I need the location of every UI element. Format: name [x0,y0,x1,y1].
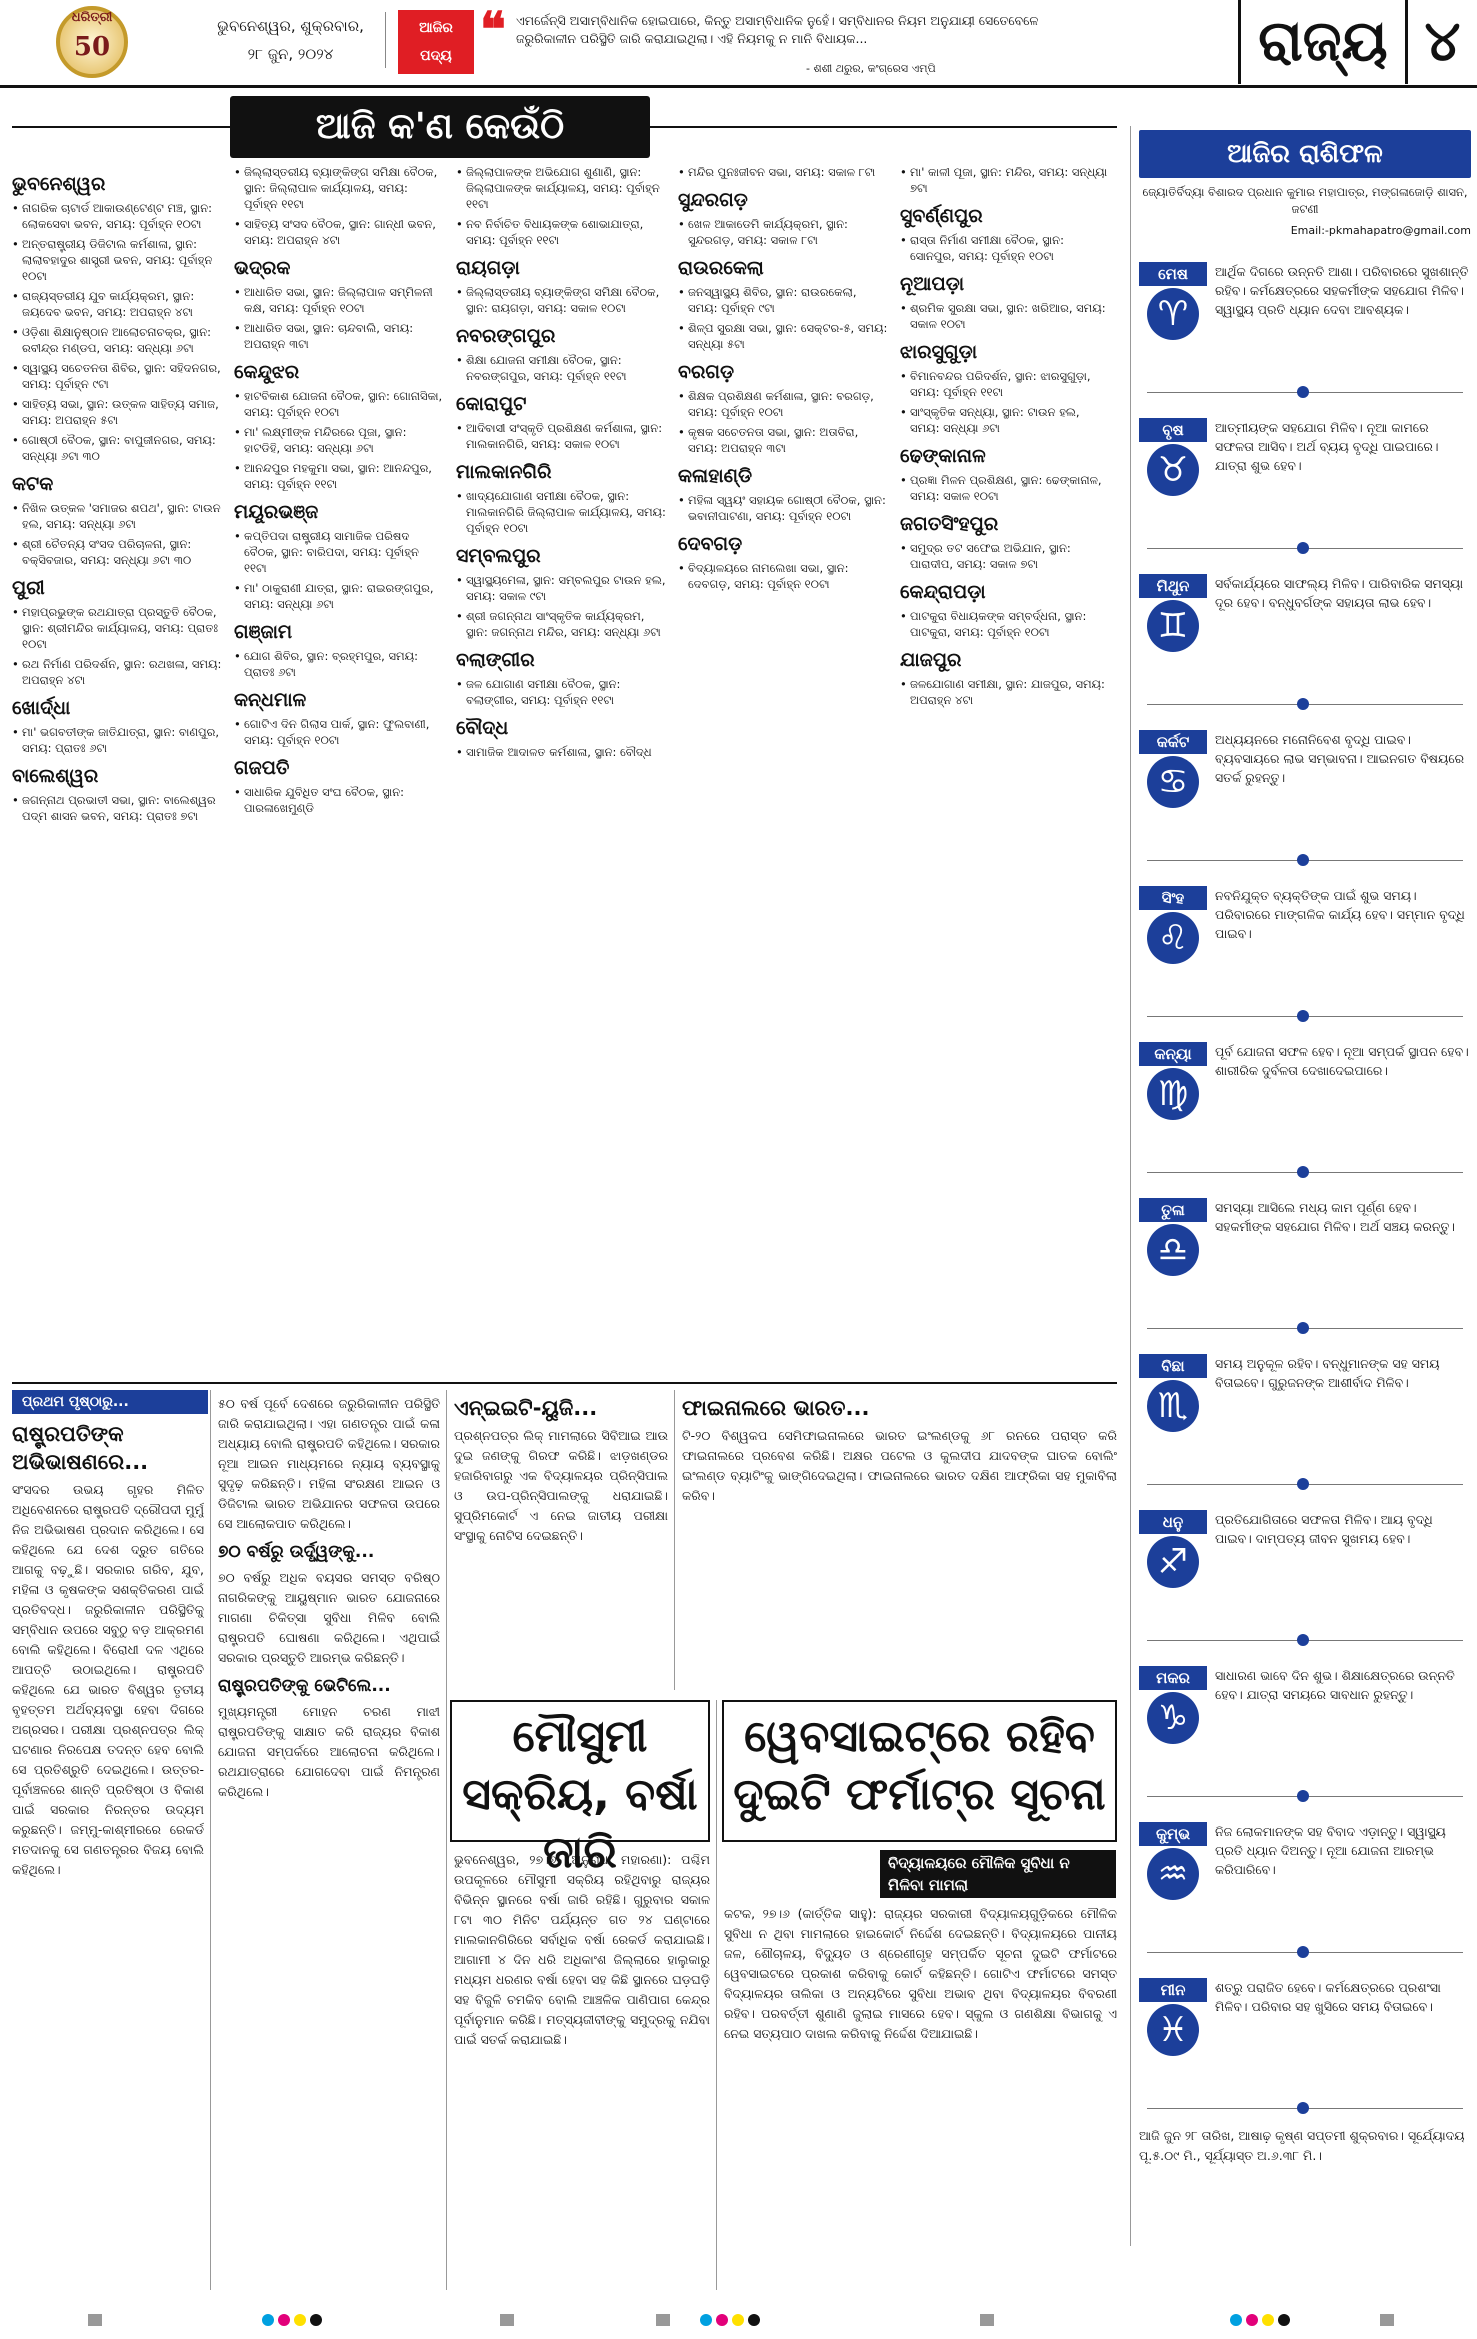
event-item: • ମହିଳା ସ୍ୱୟଂ ସହାୟକ ଗୋଷ୍ଠୀ ବୈଠକ, ସ୍ଥାନ: ଭବାନୀପାଟଣା, ସମୟ: ପୂର୍ବାହ୍ନ ୧୦ଟା [678,492,888,524]
event-item: • ମନ୍ଦିର ପୁନଃଜୀବନ ସଭା, ସମୟ: ସକାଳ ୮ଟା [678,164,888,180]
zodiac-icon: ♓ [1147,2004,1199,2056]
event-item: • ଶିଳ୍ପ ସୁରକ୍ଷା ସଭା, ସ୍ଥାନ: ସେକ୍ଟର-୫, ସମୟ: ସନ୍ଧ୍ୟା ୫ଟା [678,320,888,352]
panjika-text: ଆଜି ଜୁନ ୨୮ ତାରିଖ, ଆଷାଢ଼ କୃଷ୍ଣ ସପ୍ତମୀ ଶୁକ୍ରବାର। ସୂର୍ଯ୍ୟୋଦୟ ପୂ.୫.୦୯ ମି., ସୂର୍ଯ୍ୟାସ୍ତ ଅ.୬.୩୮ ମି.। [1139,2128,1465,2163]
sign-name: କନ୍ୟା [1139,1042,1207,1066]
horoscope-email[interactable]: Email:-pkmahapatro@gmail.com [1290,224,1471,237]
event-item: • ଆଧାରିତ ସଭା, ସ୍ଥାନ: ଜିଲ୍ଲାପାଳ ସମ୍ମିଳନୀ କକ୍ଷ, ସମୟ: ପୂର୍ବାହ୍ନ ୧୦ଟା [234,284,444,316]
event-item: • ସମୁଦ୍ର ତଟ ସଫେଇ ଅଭିଯାନ, ସ୍ଥାନ: ପାରାଦୀପ, ସମୟ: ସକାଳ ୭ଟା [900,540,1110,572]
city-heading: ଭୁବନେଶ୍ୱର [12,173,106,195]
event-item: • ଶ୍ରୀ ଜଗନ୍ନାଥ ସାଂସ୍କୃତିକ କାର୍ଯ୍ୟକ୍ରମ, ସ୍ଥାନ: ଜଗନ୍ନାଥ ମନ୍ଦିର, ସମୟ: ସନ୍ଧ୍ୟା ୬ଟା [456,608,666,640]
registration-bar [980,2314,994,2326]
sign-prediction: ନବନିଯୁକ୍ତ ବ୍ୟକ୍ତିଙ୍କ ପାଇଁ ଶୁଭ ସମୟ। ପରିବାରରେ ମାଙ୍ଗଳିକ କାର୍ଯ୍ୟ ହେବ। ସମ୍ମାନ ବୃଦ୍ଧି ପାଇବ। [1215,888,1465,941]
zodiac-icon: ♋ [1147,756,1199,808]
zodiac-icon: ♌ [1147,912,1199,964]
event-item: • ଶିକ୍ଷକ ପ୍ରଶିକ୍ଷଣ କର୍ମଶାଳା, ସ୍ଥାନ: ବରଗଡ଼, ସମୟ: ପୂର୍ବାହ୍ନ ୧୦ଟା [678,388,888,420]
sign-prediction: ଆର୍ଥିକ ଦିଗରେ ଉନ୍ନତି ଆଶା। ପରିବାରରେ ସୁଖଶାନ୍ତି ରହିବ। କର୍ମକ୍ଷେତ୍ରରେ ସହକର୍ମୀଙ୍କ ସହଯୋଗ ମିଳିବ। ସ୍ୱାସ୍ଥ୍ୟ ପ୍ରତି ଧ୍ୟାନ ଦେବା ଆବଶ୍ୟକ। [1215,264,1469,317]
zodiac-icon: ♉ [1147,444,1199,496]
story-president-address [12,1420,204,2290]
event-item: • ଆନନ୍ଦପୁର ମହକୁମା ସଭା, ସ୍ଥାନ: ଆନନ୍ଦପୁର, ସମୟ: ପୂର୍ବାହ୍ନ ୧୧ଟା [234,460,444,492]
divider-dot-icon [1297,1790,1309,1802]
city-heading: ସୁବର୍ଣ୍ଣପୁର [900,205,983,227]
events-column [678,164,888,1376]
divider-dot-icon [1297,542,1309,554]
sign-name: ମୀନ [1139,1978,1207,2002]
city-heading: ମୟୂରଭଞ୍ଜ [234,501,319,523]
story-neet [454,1394,668,1694]
column-divider [446,1390,447,2290]
event-item: • ଜଗନ୍ନାଥ ପ୍ରଭାତୀ ସଭା, ସ୍ଥାନ: ବାଲେଶ୍ୱର ପଦ୍ମ ଶାସନ ଭବନ, ସମୟ: ପ୍ରାତଃ ୭ଟା [12,792,222,824]
website-inset: ବିଦ୍ୟାଳୟରେ ମୌଳିକ ସୁବିଧା ନ ମିଳିବା ମାମଲା [880,1850,1116,1898]
city-heading: ରାୟଗଡ଼ା [456,257,520,279]
city-heading: କୋରାପୁଟ [456,393,527,415]
divider-dot-icon [1297,1946,1309,1958]
event-item: • ଶ୍ରୀ ଚୈତନ୍ୟ ସଂସଦ ପରିଚାଳନା, ସ୍ଥାନ: ବକ୍ସିବଜାର, ସମୟ: ସନ୍ଧ୍ୟା ୬ଟା ୩୦ [12,536,222,568]
horoscope-sign [1139,566,1471,718]
event-item: • ଶ୍ରମିକ ସୁରକ୍ଷା ସଭା, ସ୍ଥାନ: ଖରିଆର, ସମୟ: ସକାଳ ୧୦ଟା [900,300,1110,332]
story-headline: ରାଷ୍ଟ୍ରପତିଙ୍କ ଅଭିଭାଷଣରେ... [12,1422,149,1474]
divider-dot-icon [1297,1322,1309,1334]
city-heading: ସୁନ୍ଦରଗଡ଼ [678,189,748,211]
city-heading: ଜଗତସିଂହପୁର [900,513,999,535]
horoscope-sign [1139,1034,1471,1186]
city-heading: ସମ୍ବଲପୁର [456,545,541,567]
event-item: • ପ୍ରଜ୍ଞା ମିଳନ ପ୍ରଶିକ୍ଷଣ, ସ୍ଥାନ: ଢେଙ୍କାନାଳ, ସମୟ: ସକାଳ ୧୦ଟା [900,472,1110,504]
city-heading: ଖୋର୍ଦ୍ଧା [12,697,71,719]
story-final-india [682,1394,1117,1694]
event-item: • ମା' ଭଗବତୀଙ୍କ ଜାତିଯାତ୍ରା, ସ୍ଥାନ: ବାଣପୁର, ସମୟ: ପ୍ରାତଃ ୬ଟା [12,724,222,756]
horoscope-author: ଜ୍ୟୋତିର୍ବିଦ୍ୟା ବିଶାରଦ ପ୍ରଧାନ କୁମାର ମହାପାତ୍ର, ମଙ୍ଗଳାଜୋଡ଼ି ଶାସନ, ଜଟଣୀ [1142,185,1468,216]
event-item: • ଆଧାରିତ ସଭା, ସ୍ଥାନ: ଚାନ୍ଦବାଲି, ସମୟ: ଅପରାହ୍ନ ୩ଟା [234,320,444,352]
city-heading: ଦେବଗଡ଼ [678,533,743,555]
event-item: • ବିଦ୍ୟାଳୟରେ ନାମଲେଖା ସଭା, ସ୍ଥାନ: ଦେବଗଡ଼, ସମୟ: ପୂର୍ବାହ୍ନ ୧୦ଟା [678,560,888,592]
event-item: • ଜଳ ଯୋଗାଣ ସମୀକ୍ଷା ବୈଠକ, ସ୍ଥାନ: ବଲାଙ୍ଗୀର, ସମୟ: ପୂର୍ବାହ୍ନ ୧୧ଟା [456,676,666,708]
events-column [900,164,1110,1376]
divider-dot-icon [1297,1478,1309,1490]
newspaper-logo[interactable] [14,4,184,82]
zodiac-icon: ♏ [1147,1380,1199,1432]
event-item: • ଖାଦ୍ୟଯୋଗାଣ ସମୀକ୍ଷା ବୈଠକ, ସ୍ଥାନ: ମାଲକାନଗିରି ଜିଲ୍ଲାପାଳ କାର୍ଯ୍ୟାଳୟ, ସମୟ: ପୂର୍ବାହ୍ନ ୧୦ଟା [456,488,666,536]
zodiac-icon: ♊ [1147,600,1199,652]
event-item: • ଜିଲ୍ଲାସ୍ତରୀୟ ବ୍ୟାଙ୍କିଙ୍ଗ ସମିକ୍ଷା ବୈଠକ, ସ୍ଥାନ: ଜିଲ୍ଲାପାଳ କାର୍ଯ୍ୟାଳୟ, ସମୟ: ପୂର୍ବାହ୍ନ ୧୧ଟା [234,164,444,212]
sign-name: ସିଂହ [1139,886,1207,910]
city-heading: ରାଉରକେଲା [678,257,764,279]
event-item: • ନବ ନିର୍ବାଚିତ ବିଧାୟକଙ୍କ ଶୋଭାଯାତ୍ରା, ସମୟ: ପୂର୍ବାହ୍ନ ୧୧ଟା [456,216,666,248]
story-body: ଭୁବନେଶ୍ୱର, ୨୭।୬ (ଅନୁରାଧା ମହାରଣା): ପଶ୍ଚିମ ଉପକୂଳରେ ମୌସୁମୀ ସକ୍ରିୟ ରହିଥିବାରୁ ରାଜ୍ୟର ବିଭିନ୍ନ ସ୍ଥାନରେ ବର୍ଷା ଜାରି ରହିଛି। ଗୁରୁବାର ସକାଳ ୮ଟା ୩୦ ମିନିଟ ପର୍ଯ୍ୟନ୍ତ ଗତ ୨୪ ଘଣ୍ଟାରେ ମାଲକାନଗିରିରେ ସର୍ବାଧିକ ବର୍ଷା ରେକର୍ଡ କରାଯାଇଛି। ଆଗାମୀ ୪ ଦିନ ଧରି ଅଧିକାଂଶ ଜିଲ୍ଲାରେ ହାଲୁକାରୁ ମଧ୍ୟମ ଧରଣର ବର୍ଷା ହେବା ସହ କିଛି ସ୍ଥାନରେ ଘଡ଼ଘଡ଼ି ସହ ବିଜୁଳି ଚମକିବ ବୋଲି ଆଞ୍ଚଳିକ ପାଣିପାଗ କେନ୍ଦ୍ର ପୂର୍ବାନୁମାନ କରିଛି। ମତ୍ସ୍ୟଜୀବୀଙ୍କୁ ସମୁଦ୍ରକୁ ନଯିବା ପାଇଁ ସତର୍କ କରାଯାଇଛି। [454,1852,710,2047]
registration-mark [262,2314,322,2326]
event-item: • ସାହିତ୍ୟ ସଂସଦ ବୈଠକ, ସ୍ଥାନ: ଗାନ୍ଧୀ ଭବନ, ସମୟ: ଅପରାହ୍ନ ୪ଟା [234,216,444,248]
story-subheadline: ରାଷ୍ଟ୍ରପତିଙ୍କୁ ଭେଟିଲେ... [218,1676,391,1696]
sign-prediction: ଆତ୍ମୀୟଙ୍କ ସହଯୋଗ ମିଳିବ। ନୂଆ କାମରେ ସଫଳତା ଆସିବ। ଅର୍ଥ ବ୍ୟୟ ବୃଦ୍ଧି ପାଇପାରେ। ଯାତ୍ରା ଶୁଭ ହେବ। [1215,420,1439,473]
event-item: • ରାଜ୍ୟସ୍ତରୀୟ ଯୁବ କାର୍ଯ୍ୟକ୍ରମ, ସ୍ଥାନ: ଜୟଦେବ ଭବନ, ସମୟ: ଅପରାହ୍ନ ୪ଟା [12,288,222,320]
events-listing [12,164,1117,1376]
horoscope-sign [1139,878,1471,1030]
story-body: ମୁଖ୍ୟମନ୍ତ୍ରୀ ମୋହନ ଚରଣ ମାଝୀ ରାଷ୍ଟ୍ରପତିଙ୍କୁ ସାକ୍ଷାତ କରି ରାଜ୍ୟର ବିକାଶ ଯୋଜନା ସମ୍ପର୍କରେ ଆଲୋଚନା କରିଥିଲେ। ରଥଯାତ୍ରାରେ ଯୋଗଦେବା ପାଇଁ ନିମନ୍ତ୍ରଣ କରିଥିଲେ। [218,1704,440,1799]
quote-label-line-1: ଆଜିର [419,20,453,36]
sign-name: ମିଥୁନ [1139,574,1207,598]
horoscope-title: ଆଜିର ରାଶିଫଳ [1139,130,1471,178]
event-item: • ପାଟକୁରା ବିଧାୟକଙ୍କ ସମ୍ବର୍ଦ୍ଧନା, ସ୍ଥାନ: ପାଟକୁରା, ସମୟ: ପୂର୍ବାହ୍ନ ୧୦ଟା [900,608,1110,640]
city-heading: କଳାହାଣ୍ଡି [678,465,753,487]
event-item: • ଓଡ଼ିଶା ଶିକ୍ଷାନୁଷ୍ଠାନ ଆଲୋଚନାଚକ୍ର, ସ୍ଥାନ: ରବୀନ୍ଦ୍ର ମଣ୍ଡପ, ସମୟ: ସନ୍ଧ୍ୟା ୬ଟା [12,324,222,356]
quote-text: ଏମର୍ଜେନ୍ସି ଅସାମ୍ବିଧାନିକ ହୋଇପାରେ, କିନ୍ତୁ ଅସାମ୍ବିଧାନିକ ନୁହେଁ। ସମ୍ବିଧାନର ନିୟମ ଅନୁଯାୟୀ ସେତେବେଳେ ଜରୁରିକାଳୀନ ପରିସ୍ଥିତି ଜାରି କରାଯାଇଥିଲା। ଏହି ନିୟମକୁ ନ ମାନି ବିଧାୟକ... [516,13,1039,46]
story-body: ୫୦ ବର୍ଷ ପୂର୍ବେ ଦେଶରେ ଜରୁରିକାଳୀନ ପରିସ୍ଥିତି ଜାରି କରାଯାଇଥିଲା। ଏହା ଗଣତନ୍ତ୍ର ପାଇଁ କଳା ଅଧ୍ୟାୟ ବୋଲି ରାଷ୍ଟ୍ରପତି କହିଥିଲେ। ସରକାର ନୂଆ ଆଇନ ମାଧ୍ୟମରେ ନ୍ୟାୟ ବ୍ୟବସ୍ଥାକୁ ସୁଦୃଢ଼ କରିଛନ୍ତି। ମହିଳା ସଂରକ୍ଷଣ ଆଇନ ଓ ଡିଜିଟାଲ ଭାରତ ଅଭିଯାନର ସଫଳତା ଉପରେ ସେ ଆଲୋକପାତ କରିଥିଲେ। [218,1396,440,1531]
divider-dot-icon [1297,1166,1309,1178]
event-item: • ସାଂସ୍କୃତିକ ସନ୍ଧ୍ୟା, ସ୍ଥାନ: ଟାଉନ ହଲ, ସମୟ: ସନ୍ଧ୍ୟା ୬ଟା [900,404,1110,436]
city-heading: ବଲାଙ୍ଗୀର [456,649,535,671]
story-body: ପ୍ରଶ୍ନପତ୍ର ଲିକ୍ ମାମଲାରେ ସିବିଆଇ ଆଉ ଦୁଇ ଜଣଙ୍କୁ ଗିରଫ କରିଛି। ଝାଡ଼ଖଣ୍ଡର ହଜାରିବାଗରୁ ଏକ ବିଦ୍ୟାଳୟର ପ୍ରିନ୍ସିପାଲ ଓ ଉପ-ପ୍ରିନ୍ସିପାଲଙ୍କୁ ଧରାଯାଇଛି। ସୁପ୍ରିମକୋର୍ଟ ଏ ନେଇ ଜାତୀୟ ପରୀକ୍ଷା ସଂସ୍ଥାକୁ ନୋଟିସ ଦେଇଛନ୍ତି। [454,1428,668,1543]
zodiac-icon: ♎ [1147,1224,1199,1276]
event-item: • ଗୋଷ୍ଠୀ ବୈଠକ, ସ୍ଥାନ: ବାପୁଜୀନଗର, ସମୟ: ସନ୍ଧ୍ୟା ୬ଟା ୩୦ [12,432,222,464]
quote-mark-icon: ❝ [480,2,506,58]
event-item: • ସ୍ୱାସ୍ଥ୍ୟମେଳା, ସ୍ଥାନ: ସମ୍ବଲପୁର ଟାଉନ ହଲ, ସମୟ: ସକାଳ ୯ଟା [456,572,666,604]
story-website [724,1904,1117,2290]
city-heading: ଭଦ୍ରକ [234,257,291,279]
city-heading: ବରଗଡ଼ [678,361,735,383]
registration-mark [1230,2314,1290,2326]
event-item: • ସ୍ୱାସ୍ଥ୍ୟ ସଚେତନତା ଶିବିର, ସ୍ଥାନ: ସହିଦନଗର, ସମୟ: ପୂର୍ବାହ୍ନ ୯ଟା [12,360,222,392]
city-heading: ନୂଆପଡ଼ା [900,273,965,295]
section-title: ରାଜ୍ୟ [1238,0,1408,84]
event-item: • ଜିଲ୍ଲାସ୍ତରୀୟ ବ୍ୟାଙ୍କିଙ୍ଗ ସମିକ୍ଷା ବୈଠକ, ସ୍ଥାନ: ରାୟଗଡ଼ା, ସମୟ: ସକାଳ ୧୦ଟା [456,284,666,316]
sign-name: କୁମ୍ଭ [1139,1822,1207,1846]
sign-prediction: ଅଧ୍ୟୟନରେ ମନୋନିବେଶ ବୃଦ୍ଧି ପାଇବ। ବ୍ୟବସାୟରେ ଲାଭ ସମ୍ଭାବନା। ଆଇନଗତ ବିଷୟରେ ସତର୍କ ରୁହନ୍ତୁ। [1215,732,1465,785]
city-heading: ଯାଜପୁର [900,649,962,671]
story-body: ୭୦ ବର୍ଷରୁ ଅଧିକ ବୟସର ସମସ୍ତ ବରିଷ୍ଠ ନାଗରିକଙ୍କୁ ଆୟୁଷ୍ମାନ ଭାରତ ଯୋଜନାରେ ମାଗଣା ଚିକିତ୍ସା ସୁବିଧା ମିଳିବ ବୋଲି ରାଷ୍ଟ୍ରପତି ଘୋଷଣା କରିଥିଲେ। ଏଥିପାଇଁ ସରକାର ପ୍ରସ୍ତୁତି ଆରମ୍ଭ କରିଛନ୍ତି। [218,1570,440,1665]
logo-years: 50 [73,32,111,62]
sign-name: ବିଛା [1139,1354,1207,1378]
divider-dot-icon [1297,1634,1309,1646]
event-item: • ସାମାଜିକ ଆଦାଳତ କର୍ମଶାଳା, ସ୍ଥାନ: ବୌଦ୍ଧ [456,744,666,760]
sign-name: ଧନୁ [1139,1510,1207,1534]
horoscope-sign [1139,1502,1471,1654]
horoscope-sign [1139,1658,1471,1810]
divider-dot-icon [1297,698,1309,710]
zodiac-icon: ♍ [1147,1068,1199,1120]
sign-prediction: ସର୍ବକାର୍ଯ୍ୟରେ ସାଫଲ୍ୟ ମିଳିବ। ପାରିବାରିକ ସମସ୍ୟା ଦୂର ହେବ। ବନ୍ଧୁବର୍ଗଙ୍କ ସହାୟତା ଲାଭ ହେବ। [1215,576,1464,610]
story-president-cont [218,1394,440,2290]
sign-name: ମକର [1139,1666,1207,1690]
city-heading: ଗଜପତି [234,757,290,779]
lower-rule [12,1382,1117,1384]
column-divider [716,1700,717,2290]
sign-prediction: ପ୍ରତିଯୋଗିତାରେ ସଫଳତା ମିଳିବ। ଆୟ ବୃଦ୍ଧି ପାଇବ। ଦାମ୍ପତ୍ୟ ଜୀବନ ସୁଖମୟ ହେବ। [1215,1512,1433,1546]
city-heading: ଝାରସୁଗୁଡ଼ା [900,341,978,363]
sign-name: ବୃଷ [1139,418,1207,442]
quote-author: - ଶଶୀ ଥରୁର, କଂଗ୍ରେସ ଏମ୍‌ପି [806,62,936,75]
horoscope-sign [1139,254,1471,406]
city-heading: କନ୍ଧମାଳ [234,689,307,711]
logo-name: ଧରିତ୍ରୀ [71,10,113,25]
city-heading: କଟକ [12,473,54,495]
dateline-day: ଭୁବନେଶ୍ୱର, ଶୁକ୍ରବାର, [217,17,364,35]
city-heading: ବାଲେଶ୍ୱର [12,765,99,787]
horoscope-sign [1139,1814,1471,1966]
dateline-date: ୨୮ ଜୁନ, ୨୦୨୪ [247,45,334,63]
zodiac-icon: ♐ [1147,1536,1199,1588]
registration-bar [500,2314,514,2326]
event-item: • ମା' ଠାକୁରାଣୀ ଯାତ୍ରା, ସ୍ଥାନ: ରାଇରଙ୍ଗପୁର, ସମୟ: ସନ୍ଧ୍ୟା ୬ଟା [234,580,444,612]
divider-dot-icon [1297,1010,1309,1022]
event-item: • ଜନସ୍ୱାସ୍ଥ୍ୟ ଶିବିର, ସ୍ଥାନ: ରାଉରକେଲା, ସମୟ: ପୂର୍ବାହ୍ନ ୯ଟା [678,284,888,316]
event-item: • କପ୍ତିପଦା ରାଷ୍ଟ୍ରୀୟ ସାମାଜିକ ପରିଷଦ ବୈଠକ, ସ୍ଥାନ: ବାରିପଦା, ସମୟ: ପୂର୍ବାହ୍ନ ୧୧ଟା [234,528,444,576]
masthead [0,0,1477,88]
story-body: ସଂସଦର ଉଭୟ ଗୃହର ମିଳିତ ଅଧିବେଶନରେ ରାଷ୍ଟ୍ରପତି ଦ୍ରୌପଦୀ ମୁର୍ମୁ ନିଜ ଅଭିଭାଷଣ ପ୍ରଦାନ କରିଥିଲେ। ସେ କହିଥିଲେ ଯେ ଦେଶ ଦ୍ରୁତ ଗତିରେ ଆଗକୁ ବଢ଼ୁଛି। ସରକାର ଗରିବ, ଯୁବ, ମହିଳା ଓ କୃଷକଙ୍କ ସଶକ୍ତିକରଣ ପାଇଁ ପ୍ରତିବଦ୍ଧ। ଜରୁରିକାଳୀନ ପରିସ୍ଥିତିକୁ ସମ୍ବିଧାନ ଉପରେ ସବୁଠୁ ବଡ଼ ଆକ୍ରମଣ ବୋଲି କହିଥିଲେ। ବିରୋଧୀ ଦଳ ଏଥିରେ ଆପତ୍ତି ଉଠାଇଥିଲେ। ରାଷ୍ଟ୍ରପତି କହିଥିଲେ ଯେ ଭାରତ ବିଶ୍ୱର ତୃତୀୟ ବୃହତ୍ତମ ଅର୍ଥବ୍ୟବସ୍ଥା ହେବା ଦିଗରେ ଅଗ୍ରସର। ପରୀକ୍ଷା ପ୍ରଶ୍ନପତ୍ର ଲିକ୍ ଘଟଣାର ନିରପେକ୍ଷ ତଦନ୍ତ ହେବ ବୋଲି ସେ ପ୍ରତିଶ୍ରୁତି ଦେଇଥିଲେ। ଉତ୍ତର-ପୂର୍ବାଞ୍ଚଳରେ ଶାନ୍ତି ପ୍ରତିଷ୍ଠା ଓ ବିକାଶ ପାଇଁ ସରକାର ନିରନ୍ତର ଉଦ୍ୟମ କରୁଛନ୍ତି। ଜମ୍ମୁ-କାଶ୍ମୀରରେ ରେକର୍ଡ ମତଦାନକୁ ସେ ଗଣତନ୍ତ୍ରର ବିଜୟ ବୋଲି କହିଥିଲେ। [12,1482,204,1877]
events-title: ଆଜି କ'ଣ କେଉଁଠି [230,96,650,158]
website-headline: ୱେବସାଇଟ୍‌ରେ ରହିବ ଦୁଇଟି ଫର୍ମାଟ୍‌ର ସୂଚନା [733,1711,1106,1820]
column-divider [674,1390,675,1690]
horoscope-panel [1130,126,1477,2246]
monsoon-headline: ମୌସୁମୀ ସକ୍ରିୟ, ବର୍ଷା ଜାରି [462,1711,698,1878]
sign-name: ମେଷ [1139,262,1207,286]
event-item: • ରାସ୍ତା ନିର୍ମାଣ ସମୀକ୍ଷା ବୈଠକ, ସ୍ଥାନ: ସୋନପୁର, ସମୟ: ପୂର୍ବାହ୍ନ ୧୦ଟା [900,232,1110,264]
story-body: କଟକ, ୨୭।୬ (କାର୍ତ୍ତିକ ସାହୁ): ରାଜ୍ୟର ସରକାରୀ ବିଦ୍ୟାଳୟଗୁଡ଼ିକରେ ମୌଳିକ ସୁବିଧା ନ ଥିବା ମାମଲାରେ ହାଇକୋର୍ଟ ନିର୍ଦ୍ଦେଶ ଦେଇଛନ୍ତି। ବିଦ୍ୟାଳୟରେ ପାନୀୟ ଜଳ, ଶୌଚାଳୟ, ବିଦ୍ୟୁତ ଓ ଶ୍ରେଣୀଗୃହ ସମ୍ପର୍କିତ ସୂଚନା ଦୁଇଟି ଫର୍ମାଟରେ ୱେବସାଇଟରେ ପ୍ରକାଶ କରିବାକୁ କୋର୍ଟ କହିଛନ୍ତି। ଗୋଟିଏ ଫର୍ମାଟରେ ସମସ୍ତ ବିଦ୍ୟାଳୟର ତାଲିକା ଓ ଅନ୍ୟଟିରେ ସୁବିଧା ଅଭାବ ଥିବା ବିଦ୍ୟାଳୟର ବିବରଣୀ ରହିବ। ପରବର୍ତ୍ତୀ ଶୁଣାଣି ଜୁଲାଇ ମାସରେ ହେବ। ସ୍କୁଲ ଓ ଗଣଶିକ୍ଷା ବିଭାଗକୁ ଏ ନେଇ ସତ୍ୟପାଠ ଦାଖଲ କରିବାକୁ ନିର୍ଦ୍ଦେଶ ଦିଆଯାଇଛି। [724,1906,1117,2041]
event-item: • ଶିକ୍ଷା ଯୋଜନା ସମୀକ୍ଷା ବୈଠକ, ସ୍ଥାନ: ନବରଙ୍ଗପୁର, ସମୟ: ପୂର୍ବାହ୍ନ ୧୧ଟା [456,352,666,384]
event-item: • ଅନ୍ତରାଷ୍ଟ୍ରୀୟ ଡିଜିଟାଲ କର୍ମଶାଳା, ସ୍ଥାନ: ଲାଲାବହାଦୁର ଶାସ୍ତ୍ରୀ ଭବନ, ସମୟ: ପୂର୍ବାହ୍ନ ୧୦ଟା [12,236,222,284]
city-heading: ଢେଙ୍କାନାଳ [900,445,986,467]
story-headline: ଏନ୍‌ଇଇଟି-ୟୁଜି... [454,1396,598,1420]
event-item: • ଯୋଗ ଶିବିର, ସ୍ଥାନ: ବ୍ରହ୍ମପୁର, ସମୟ: ପ୍ରାତଃ ୬ଟା [234,648,444,680]
events-column [456,164,666,1376]
story-subheadline: ୭୦ ବର୍ଷରୁ ଉର୍ଦ୍ଧ୍ୱଙ୍କୁ... [218,1542,375,1562]
event-item: • ଜଳଯୋଗାଣ ସମୀକ୍ଷା, ସ୍ଥାନ: ଯାଜପୁର, ସମୟ: ଅପରାହ୍ନ ୪ଟା [900,676,1110,708]
event-item: • କୃଷକ ସଚେତନତା ସଭା, ସ୍ଥାନ: ଅତାବିରା, ସମୟ: ଅପରାହ୍ନ ୩ଟା [678,424,888,456]
divider-dot-icon [1297,386,1309,398]
city-heading: ଗଞ୍ଜାମ [234,621,293,643]
continued-tag: ପ୍ରଥମ ପୃଷ୍ଠାରୁ... [12,1390,208,1414]
divider-dot-icon [1297,854,1309,866]
event-item: • ନିଖିଳ ଉତ୍କଳ 'ସମାଜର ଶପଥ', ସ୍ଥାନ: ଟାଉନ ହଲ, ସମୟ: ସନ୍ଧ୍ୟା ୬ଟା [12,500,222,532]
city-heading: କେନ୍ଦ୍ରାପଡ଼ା [900,581,986,603]
event-item: • ସାଧାରିକ ଯୁବିଧିତ ସଂଘ ବୈଠକ, ସ୍ଥାନ: ପାରଳାଖେମୁଣ୍ଡି [234,784,444,816]
story-headline: ଫାଇନାଲରେ ଭାରତ... [682,1396,870,1420]
horoscope-sign [1139,410,1471,562]
registration-mark [700,2314,760,2326]
event-item: • ଗୋଟିଏ ଦିନ ଗିଲାସ ପାର୍କ, ସ୍ଥାନ: ଫୁଲବାଣୀ, ସମୟ: ପୂର୍ବାହ୍ନ ୧୦ଟା [234,716,444,748]
event-item: • ବିମାନବନ୍ଦର ପରିଦର୍ଶନ, ସ୍ଥାନ: ଝାରସୁଗୁଡ଼ା, ସମୟ: ପୂର୍ବାହ୍ନ ୧୧ଟା [900,368,1110,400]
sign-prediction: ସମସ୍ୟା ଆସିଲେ ମଧ୍ୟ କାମ ପୂର୍ଣ୍ଣ ହେବ। ସହକର୍ମୀଙ୍କ ସହଯୋଗ ମିଳିବ। ଅର୍ଥ ସଞ୍ଚୟ କରନ୍ତୁ। [1215,1200,1456,1234]
horoscope-sign [1139,1346,1471,1498]
event-item: • ହାଟବିକାଶ ଯୋଜନା ବୈଠକ, ସ୍ଥାନ: ଗୋନାସିକା, ସମୟ: ପୂର୍ବାହ୍ନ ୧୦ଟା [234,388,444,420]
registration-bar [1380,2314,1394,2326]
event-item: • ମା' କାଳୀ ପୂଜା, ସ୍ଥାନ: ମନ୍ଦିର, ସମୟ: ସନ୍ଧ୍ୟା ୭ଟା [900,164,1110,196]
column-divider [210,1390,211,2290]
horoscope-sign [1139,1190,1471,1342]
event-item: • ଆଦିବାସୀ ସଂସ୍କୃତି ପ୍ରଶିକ୍ଷଣ କର୍ମଶାଳା, ସ୍ଥାନ: ମାଲକାନଗିରି, ସମୟ: ସକାଳ ୧୦ଟା [456,420,666,452]
event-item: • ଜିଲ୍ଲାପାଳଙ୍କ ଅଭିଯୋଗ ଶୁଣାଣି, ସ୍ଥାନ: ଜିଲ୍ଲାପାଳଙ୍କ କାର୍ଯ୍ୟାଳୟ, ସମୟ: ପୂର୍ବାହ୍ନ ୧୧ଟା [456,164,666,212]
story-body: ଟି-୨୦ ବିଶ୍ୱକପ ସେମିଫାଇନାଲରେ ଭାରତ ଇଂଲଣ୍ଡକୁ ୬୮ ରନରେ ପରାସ୍ତ କରି ଫାଇନାଲରେ ପ୍ରବେଶ କରିଛି। ଅକ୍ଷର ପଟେଲ ଓ କୁଲଦୀପ ଯାଦବଙ୍କ ଘାତକ ବୋଲିଂ ଇଂଲଣ୍ଡ ବ୍ୟାଟିଂକୁ ଭାଙ୍ଗିଦେଇଥିଲା। ଫାଇନାଲରେ ଭାରତ ଦକ୍ଷିଣ ଆଫ୍ରିକା ସହ ମୁକାବିଲା କରିବ। [682,1428,1117,1503]
horoscope-sign [1139,722,1471,874]
event-item: • ମହାପ୍ରଭୁଙ୍କ ରଥଯାତ୍ରା ପ୍ରସ୍ତୁତି ବୈଠକ, ସ୍ଥାନ: ଶ୍ରୀମନ୍ଦିର କାର୍ଯ୍ୟାଳୟ, ସମୟ: ପ୍ରାତଃ ୧୦ଟା [12,604,222,652]
quote-label [398,10,474,74]
event-item: • ନାଗରିକ ଚାଟାର୍ଡ ଆକାଉଣ୍ଟେଣ୍ଟ ମଞ୍ଚ, ସ୍ଥାନ: ଲୋକସେବା ଭବନ, ସମୟ: ପୂର୍ବାହ୍ନ ୧୦ଟା [12,200,222,232]
sign-prediction: ସମୟ ଅନୁକୂଳ ରହିବ। ବନ୍ଧୁମାନଙ୍କ ସହ ସମୟ ବିତାଇବେ। ଗୁରୁଜନଙ୍କ ଆଶୀର୍ବାଦ ମିଳିବ। [1215,1356,1440,1390]
city-heading: କେନ୍ଦୁଝର [234,361,300,383]
event-item: • ଖେଳ ଆକାଡେମି କାର୍ଯ୍ୟକ୍ରମ, ସ୍ଥାନ: ସୁନ୍ଦରଗଡ଼, ସମୟ: ସକାଳ ୮ଟା [678,216,888,248]
city-heading: ନବରଙ୍ଗପୁର [456,325,556,347]
story-monsoon [454,1850,710,2290]
city-heading: ବୌଦ୍ଧ [456,717,509,739]
horoscope-sign [1139,1970,1471,2122]
zodiac-icon: ♑ [1147,1692,1199,1744]
sign-name: କର୍କଟ [1139,730,1207,754]
events-column [234,164,444,1376]
registration-bar [88,2314,102,2326]
event-item: • ମା' ଲକ୍ଷ୍ମୀଙ୍କ ମନ୍ଦିରରେ ପୂଜା, ସ୍ଥାନ: ହାଟଡିହି, ସମୟ: ସନ୍ଧ୍ୟା ୬ଟା [234,424,444,456]
registration-bar [656,2314,670,2326]
events-column [12,164,222,1376]
print-footer [0,2300,1477,2339]
quote-label-line-2: ପଦ୍ୟ [420,48,452,64]
sign-prediction: ଶତ୍ରୁ ପରାଜିତ ହେବେ। କର୍ମକ୍ଷେତ୍ରରେ ପ୍ରଶଂସା ମିଳିବ। ପରିବାର ସହ ଖୁସିରେ ସମୟ ବିତାଇବେ। [1215,1980,1441,2014]
city-heading: ମାଲକାନଗିରି [456,461,552,483]
divider-dot-icon [1297,2102,1309,2114]
zodiac-icon: ♒ [1147,1848,1199,1900]
event-item: • ସାହିତ୍ୟ ସଭା, ସ୍ଥାନ: ଉତ୍କଳ ସାହିତ୍ୟ ସମାଜ, ସମୟ: ଅପରାହ୍ନ ୫ଟା [12,396,222,428]
sign-prediction: ପୂର୍ବ ଯୋଜନା ସଫଳ ହେବ। ନୂଆ ସମ୍ପର୍କ ସ୍ଥାପନ ହେବ। ଶାରୀରିକ ଦୁର୍ବଳତା ଦେଖାଦେଇପାରେ। [1215,1044,1469,1078]
page-number: ୪ [1424,9,1461,74]
sign-prediction: ନିଜ ଲୋକମାନଙ୍କ ସହ ବିବାଦ ଏଡ଼ାନ୍ତୁ। ସ୍ୱାସ୍ଥ୍ୟ ପ୍ରତି ଧ୍ୟାନ ଦିଅନ୍ତୁ। ନୂଆ ଯୋଜନା ଆରମ୍ଭ କରିପାରିବେ। [1215,1824,1446,1877]
zodiac-icon: ♈ [1147,288,1199,340]
event-item: • ରଥ ନିର୍ମାଣ ପରିଦର୍ଶନ, ସ୍ଥାନ: ରଥଖଳା, ସମୟ: ଅପରାହ୍ନ ୪ଟା [12,656,222,688]
city-heading: ପୁରୀ [12,577,45,599]
dateline [196,12,386,68]
sign-prediction: ସାଧାରଣ ଭାବେ ଦିନ ଶୁଭ। ଶିକ୍ଷାକ୍ଷେତ୍ରରେ ଉନ୍ନତି ହେବ। ଯାତ୍ରା ସମୟରେ ସାବଧାନ ରୁହନ୍ତୁ। [1215,1668,1455,1702]
sign-name: ତୁଳା [1139,1198,1207,1222]
